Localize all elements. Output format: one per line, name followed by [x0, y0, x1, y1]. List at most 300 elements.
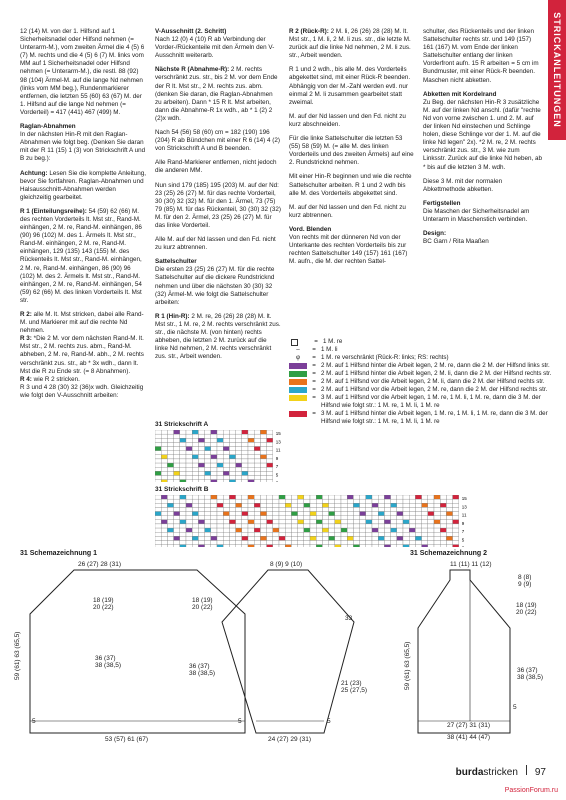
chart-cell [298, 495, 304, 499]
chart-cell [322, 495, 328, 499]
row-text: wie R 2 stricken. [31, 375, 80, 383]
legend-text: 3 M. auf 1 Hilfsnd hinter die Arbeit legen, 1 M. re, 1 M. li, 1 M. re, dann die 3 M. der Hilfsnd wie folgt str.: 1 M. re, 1 M. li, 1 M. re [321, 410, 548, 425]
chart-cell [192, 545, 198, 547]
chart-cell [211, 545, 217, 547]
paragraph: Diese 3 M. mit der normalen Abkettmethode abketten. [423, 177, 503, 193]
chart-cell [347, 536, 353, 540]
chart-cell [372, 520, 378, 524]
chart-cell [236, 495, 242, 499]
chart-cell [223, 495, 229, 499]
chart-cell [267, 507, 273, 511]
chart-cell [229, 430, 235, 434]
chart-cell [167, 536, 173, 540]
chart-cell [186, 545, 192, 547]
chart-cell [211, 499, 217, 503]
chart-cell [285, 524, 291, 528]
chart-cell [341, 540, 347, 544]
chart-cell [304, 528, 310, 532]
chart-cell [174, 540, 180, 544]
chart-cell [378, 503, 384, 507]
chart-cell [329, 516, 335, 520]
chart-cell [310, 503, 316, 507]
chart-cell [161, 475, 167, 479]
chart-cell [372, 536, 378, 540]
paragraph: 12 (14) M. von der 1. Hilfsnd auf 1 Sicherheitsnadel oder Hilfsnd nehmen (= Unterarm-M.), vom zweiten Ärmel die 4 (5) 6 (7) M. rechts und die 4 (5) 6 (7) M. links vom MM auf 1 Sicherheitsnadel oder Hilfsnd nehmen (= Unterarm-M.), die restl. 88 (92) 98 (104) Ärmel-M. auf die lange Nd nehmen (links vom MM beg.), Rundenmarkierer entfernen, die letzten 55 (60) 63 (67) M. der 1. Hilfsnd auf die lange Nd nehmen (= Vorderteil) = 417 (441) 467 (499) M. [20, 28, 145, 116]
chart-cell [422, 536, 428, 540]
chart-cell [167, 512, 173, 516]
chart-cell [267, 540, 273, 544]
chart-cell [211, 463, 217, 467]
chart-cell [248, 451, 254, 455]
schema1-bund-right: 5 [238, 718, 242, 725]
chart-cell [167, 455, 173, 459]
chart-cell [223, 455, 229, 459]
chart-cell [254, 447, 260, 451]
heading-v-ausschnitt: V-Ausschnitt (2. Schritt) [155, 28, 227, 35]
chart-cell [254, 467, 260, 471]
chart-cell [211, 430, 217, 434]
chart-cell [422, 516, 428, 520]
chart-cell [428, 512, 434, 516]
chart-cell [254, 475, 260, 479]
chart-cell [229, 520, 235, 524]
chart-cell [205, 536, 211, 540]
chart-cell [242, 532, 248, 536]
chart-cell [229, 467, 235, 471]
legend-symbol: φ [295, 354, 300, 361]
chart-cell [223, 442, 229, 446]
chart-cell [298, 512, 304, 516]
chart-cell [205, 442, 211, 446]
chart-cell [415, 545, 421, 547]
chart-cell [260, 495, 266, 499]
chart-cell [254, 434, 260, 438]
chart-cell [440, 495, 446, 499]
chart-cell [422, 503, 428, 507]
chart-cell [415, 507, 421, 511]
chart-cell [403, 545, 409, 547]
chart-cell [217, 512, 223, 516]
chart-cell [279, 524, 285, 528]
chart-cell [384, 516, 390, 520]
chart-cell [217, 540, 223, 544]
chart-cell [403, 532, 409, 536]
chart-cell [242, 480, 248, 482]
chart-cell [378, 540, 384, 544]
chart-cell [192, 516, 198, 520]
chart-cell [161, 447, 167, 451]
chart-cell [322, 528, 328, 532]
chart-cell [205, 447, 211, 451]
chart-cell [161, 524, 167, 528]
chart-cell [322, 520, 328, 524]
chart-cell [167, 545, 173, 547]
chart-cell [248, 507, 254, 511]
chart-cell [180, 520, 186, 524]
chart-cell [155, 475, 161, 479]
chart-row-label [276, 481, 279, 482]
sleeve-cuff-label: 21 (23) 25 (27,5) [341, 680, 368, 694]
chart-cell [167, 442, 173, 446]
row-label: R 2 (Rück-R): [289, 28, 329, 35]
chart-cell [353, 507, 359, 511]
chart-cell [205, 524, 211, 528]
chart-cell [223, 520, 229, 524]
chart-cell [174, 451, 180, 455]
chart-cell [174, 438, 180, 442]
chart-cell [409, 516, 415, 520]
chart-cell [229, 455, 235, 459]
chart-cell [329, 499, 335, 503]
legend-text: 2 M. auf 1 Hilfsnd vor die Arbeit legen, 2 M. re, dann die 2 M. der Hilfsnd rechts str. [321, 386, 548, 393]
chart-cell [198, 503, 204, 507]
chart-cell [254, 524, 260, 528]
chart-cell [267, 471, 273, 475]
chart-cell [167, 528, 173, 532]
chart-cell [236, 540, 242, 544]
chart-cell [378, 536, 384, 540]
chart-cell [229, 447, 235, 451]
chart-cell [329, 536, 335, 540]
chart-cell [298, 520, 304, 524]
chart-cell [267, 495, 273, 499]
chart-cell [353, 540, 359, 544]
chart-cell [161, 512, 167, 516]
chart-cell [236, 512, 242, 516]
chart-cell [304, 499, 310, 503]
chart-cell [242, 503, 248, 507]
chart-cell [310, 532, 316, 536]
chart-cell [446, 507, 452, 511]
chart-cell [440, 503, 446, 507]
chart-cell [248, 467, 254, 471]
chart-cell [236, 516, 242, 520]
chart-cell [329, 507, 335, 511]
chart-cell [180, 451, 186, 455]
chart-cell [198, 434, 204, 438]
row-label: R 1 (Einteilungsreihe): [20, 207, 87, 215]
chart-cell [236, 438, 242, 442]
chart-cell [223, 528, 229, 532]
chart-cell [167, 430, 173, 434]
chart-cell [446, 528, 452, 532]
chart-cell [217, 536, 223, 540]
chart-cell [242, 451, 248, 455]
chart-cell [291, 512, 297, 516]
chart-cell [267, 459, 273, 463]
chart-cell [186, 475, 192, 479]
chart-cell [453, 499, 459, 503]
chart-cell [260, 434, 266, 438]
chart-cell [378, 516, 384, 520]
chart-cell [415, 540, 421, 544]
chart-cell [391, 540, 397, 544]
chart-cell [161, 495, 167, 499]
chart-cell [372, 507, 378, 511]
chart-cell [360, 512, 366, 516]
chart-cell [161, 480, 167, 482]
page-number: 97 [534, 767, 546, 778]
row-label: R 2: [20, 311, 32, 318]
chart-cell [167, 475, 173, 479]
chart-cell [322, 536, 328, 540]
chart-cell [440, 540, 446, 544]
chart-cell [291, 545, 297, 547]
chart-cell [180, 528, 186, 532]
chart-cell [198, 545, 204, 547]
chart-cell [322, 524, 328, 528]
legend-symbol [289, 387, 307, 393]
chart-cell [415, 499, 421, 503]
chart-cell [155, 438, 161, 442]
chart-cell [440, 516, 446, 520]
chart-cell [155, 507, 161, 511]
chart-cell [180, 459, 186, 463]
chart-cell [236, 463, 242, 467]
chart-cell [174, 455, 180, 459]
chart-cell [242, 430, 248, 434]
chart-cell [229, 480, 235, 482]
chart-cell [186, 495, 192, 499]
chart-cell [229, 507, 235, 511]
chart-cell [453, 545, 459, 547]
achtung-text: Lesen Sie die komplette Anleitung, bevor Sie fortfahren. Raglan-Abnahmen und Halsausschnitt-Abnahmen werden gleichzeitig gearbeitet. [20, 169, 147, 201]
chart-cell [167, 459, 173, 463]
chart-cell [397, 536, 403, 540]
chart-cell [366, 503, 372, 507]
chart-cell [205, 480, 211, 482]
chart-cell [273, 512, 279, 516]
chart-cell [378, 545, 384, 547]
chart-cell [248, 545, 254, 547]
chart-cell [155, 495, 161, 499]
chart-cell [180, 495, 186, 499]
paragraph: R 3 und 4 28 (30) 32 (36)x wdh. Gleichzeitig wie folgt den V-Ausschnitt arbeiten: [20, 383, 144, 399]
chart-cell [211, 451, 217, 455]
chart-cell [279, 495, 285, 499]
chart-cell [279, 516, 285, 520]
chart-cell [304, 512, 310, 516]
chart-cell [347, 520, 353, 524]
chart-cell [279, 499, 285, 503]
chart-cell [322, 499, 328, 503]
chart-cell [298, 503, 304, 507]
chart-cell [304, 536, 310, 540]
chart-cell [174, 480, 180, 482]
chart-cell [155, 499, 161, 503]
chart-cell [409, 520, 415, 524]
chart-cell [205, 467, 211, 471]
chart-cell [335, 540, 341, 544]
chart-cell [254, 455, 260, 459]
chart-cell [217, 503, 223, 507]
chart-cell [291, 499, 297, 503]
schema1-raglan-left: 18 (19) 20 (22) [93, 597, 114, 611]
chart-cell [440, 545, 446, 547]
chart-cell [285, 503, 291, 507]
heading-sattelschulter: Sattelschulter [155, 258, 197, 266]
legend-equals: = [312, 394, 316, 401]
chart-cell [242, 540, 248, 544]
chart-cell [384, 545, 390, 547]
chart-cell [161, 520, 167, 524]
chart-cell [434, 524, 440, 528]
chart-cell [329, 520, 335, 524]
chart-cell [254, 540, 260, 544]
chart-cell [155, 471, 161, 475]
chart-cell [174, 499, 180, 503]
chart-cell [434, 507, 440, 511]
chart-cell [434, 545, 440, 547]
chart-cell [198, 451, 204, 455]
chart-cell [180, 447, 186, 451]
chart-cell [341, 532, 347, 536]
sleeve-bund-label: 5 [327, 718, 331, 725]
chart-cell [279, 507, 285, 511]
chart-cell [205, 451, 211, 455]
chart-cell [198, 442, 204, 446]
chart-cell [267, 451, 273, 455]
chart-cell [174, 524, 180, 528]
chart-cell [254, 536, 260, 540]
chart-cell [161, 471, 167, 475]
chart-cell [335, 503, 341, 507]
chart-cell [180, 503, 186, 507]
chart-cell [186, 471, 192, 475]
chart-cell [366, 499, 372, 503]
chart-cell [440, 499, 446, 503]
chart-cell [403, 512, 409, 516]
chart-cell [155, 545, 161, 547]
chart-cell [186, 503, 192, 507]
text-column-2 [155, 28, 281, 367]
chart-cell [236, 528, 242, 532]
chart-cell [273, 528, 279, 532]
chart-cell [192, 480, 198, 482]
chart-cell [260, 503, 266, 507]
chart-cell [186, 528, 192, 532]
chart-cell [198, 512, 204, 516]
chart-cell [422, 540, 428, 544]
chart-cell [322, 512, 328, 516]
chart-cell [391, 545, 397, 547]
chart-cell [260, 520, 266, 524]
chart-cell [180, 516, 186, 520]
chart-cell [248, 503, 254, 507]
chart-cell [298, 545, 304, 547]
chart-cell [335, 499, 341, 503]
chart-cell [415, 524, 421, 528]
chart-cell [205, 545, 211, 547]
chart-row-label: 11 [275, 447, 281, 453]
schema2-bottom-label: 38 (41) 44 (47) [447, 734, 490, 741]
chart-cell [428, 499, 434, 503]
chart-cell [428, 528, 434, 532]
chart-cell [273, 516, 279, 520]
chart-cell [254, 463, 260, 467]
chart-cell [254, 430, 260, 434]
chart-cell [223, 499, 229, 503]
chart-cell [174, 528, 180, 532]
chart-cell [198, 520, 204, 524]
legend-equals: = [312, 346, 316, 353]
heading-design: Design: [423, 230, 447, 238]
chart-cell [174, 503, 180, 507]
chart-cell [167, 447, 173, 451]
chart-cell [446, 520, 452, 524]
chart-cell [267, 463, 273, 467]
chart-cell [360, 524, 366, 528]
chart-cell [205, 430, 211, 434]
chart-cell [304, 503, 310, 507]
chart-cell [397, 545, 403, 547]
chart-cell [409, 545, 415, 547]
legend-text: 2 M. auf 1 Hilfsnd hinter die Arbeit legen, 2 M. li, dann die 2 M. der Hilfsnd rechts str. [321, 370, 552, 377]
schema1-height-label: 59 (61) 63 (65,5) [14, 631, 21, 680]
chart-cell [155, 447, 161, 451]
chart-cell [422, 512, 428, 516]
chart-cell [254, 480, 260, 482]
legend-symbol [289, 363, 307, 369]
chart-cell [260, 451, 266, 455]
chart-cell [316, 503, 322, 507]
chart-cell [198, 430, 204, 434]
legend-equals: = [314, 338, 318, 345]
legend-row [289, 338, 557, 346]
chart-cell [192, 438, 198, 442]
chart-cell [174, 442, 180, 446]
chart-cell [273, 520, 279, 524]
chart-cell [422, 528, 428, 532]
chart-cell [186, 520, 192, 524]
chart-cell [366, 495, 372, 499]
chart-cell [347, 512, 353, 516]
chart-cell [236, 459, 242, 463]
row-text: 2 M. li, 26 (26) 28 (28) M. lt. Mst str., 1 M. li, 2 M. li zus. str., die letzte M. zurück auf die linke Nd nehmen, 2 M. li zus. str., Arbeit wenden. [289, 28, 411, 60]
chart-cell [236, 520, 242, 524]
chart-cell [322, 516, 328, 520]
chart-cell [360, 520, 366, 524]
chart-cell [391, 536, 397, 540]
chart-cell [248, 512, 254, 516]
chart-cell [391, 512, 397, 516]
chart-cell [174, 495, 180, 499]
chart-cell [236, 524, 242, 528]
chart-cell [192, 499, 198, 503]
chart-cell [217, 520, 223, 524]
chart-cell [273, 507, 279, 511]
schema2-height-label: 59 (61) 63 (65,5) [404, 641, 411, 690]
chart-cell [279, 512, 285, 516]
chart-cell [180, 438, 186, 442]
chart-cell [180, 475, 186, 479]
chart-cell [260, 471, 266, 475]
chart-cell [428, 503, 434, 507]
chart-cell [198, 459, 204, 463]
chart-cell [273, 524, 279, 528]
chart-cell [273, 499, 279, 503]
chart-cell [205, 459, 211, 463]
chart-cell [211, 455, 217, 459]
chart-cell [347, 540, 353, 544]
chart-cell [155, 516, 161, 520]
chart-cell [236, 545, 242, 547]
chart-cell [316, 495, 322, 499]
chart-cell [242, 507, 248, 511]
chart-cell [248, 463, 254, 467]
chart-cell [180, 499, 186, 503]
chart-cell [155, 520, 161, 524]
